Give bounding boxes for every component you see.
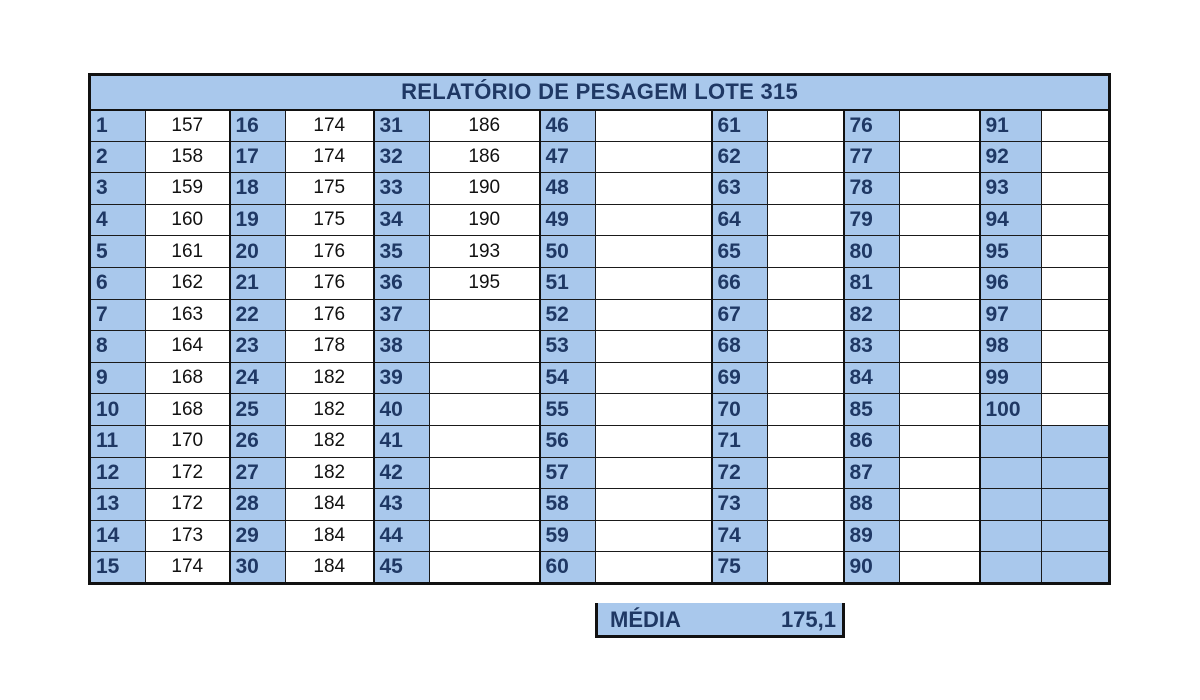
weight-cell: 178 (286, 331, 374, 363)
weight-cell: 186 (430, 110, 540, 142)
weight-cell: 174 (286, 141, 374, 173)
weight-cell: 161 (146, 236, 230, 268)
table-row (90, 489, 1110, 521)
item-number-cell: 48 (540, 173, 596, 205)
item-number-cell: 38 (374, 331, 430, 363)
item-number-cell: 87 (844, 457, 900, 489)
item-number-cell: 78 (844, 173, 900, 205)
weight-cell: 182 (286, 362, 374, 394)
weight-cell (900, 425, 980, 457)
weight-cell (900, 362, 980, 394)
item-number-cell: 50 (540, 236, 596, 268)
weight-cell (900, 267, 980, 299)
weight-cell: 184 (286, 489, 374, 521)
weight-cell (1042, 267, 1110, 299)
item-number-cell: 5 (90, 236, 146, 268)
weight-cell (768, 552, 844, 584)
item-number-cell: 35 (374, 236, 430, 268)
item-number-cell: 6 (90, 267, 146, 299)
weight-cell (1042, 299, 1110, 331)
item-number-cell: 95 (980, 236, 1042, 268)
weight-cell (596, 236, 712, 268)
item-number-cell: 11 (90, 425, 146, 457)
item-number-cell: 2 (90, 141, 146, 173)
weight-cell (768, 173, 844, 205)
table-row (90, 204, 1110, 236)
item-number-cell: 12 (90, 457, 146, 489)
weight-cell (596, 267, 712, 299)
table-row (90, 267, 1110, 299)
item-number-cell: 67 (712, 299, 768, 331)
table-row (90, 425, 1110, 457)
weight-cell (430, 394, 540, 426)
item-number-cell: 90 (844, 552, 900, 584)
weight-cell (596, 141, 712, 173)
table-row (90, 394, 1110, 426)
item-number-cell: 64 (712, 204, 768, 236)
table-row (90, 520, 1110, 552)
weight-cell (900, 489, 980, 521)
weight-cell: 184 (286, 520, 374, 552)
average-label: MÉDIA (610, 607, 681, 632)
table-row (90, 552, 1110, 584)
weight-cell (1042, 236, 1110, 268)
item-number-cell: 60 (540, 552, 596, 584)
item-number-cell: 49 (540, 204, 596, 236)
item-number-cell: 26 (230, 425, 286, 457)
item-number-cell: 45 (374, 552, 430, 584)
weight-cell (768, 489, 844, 521)
item-number-cell: 17 (230, 141, 286, 173)
weight-cell (596, 331, 712, 363)
item-number-cell: 69 (712, 362, 768, 394)
item-number-cell: 20 (230, 236, 286, 268)
item-number-cell: 9 (90, 362, 146, 394)
weight-cell (596, 425, 712, 457)
weight-cell: 175 (286, 173, 374, 205)
weight-cell (900, 110, 980, 142)
item-number-cell: 61 (712, 110, 768, 142)
item-number-cell: 14 (90, 520, 146, 552)
item-number-cell: 1 (90, 110, 146, 142)
weight-cell (900, 457, 980, 489)
weight-cell: 172 (146, 457, 230, 489)
item-number-cell: 53 (540, 331, 596, 363)
item-number-cell: 44 (374, 520, 430, 552)
item-number-cell: 4 (90, 204, 146, 236)
item-number-cell: 33 (374, 173, 430, 205)
weight-cell: 182 (286, 425, 374, 457)
item-number-cell: 42 (374, 457, 430, 489)
weight-cell: 193 (430, 236, 540, 268)
item-number-cell: 68 (712, 331, 768, 363)
weight-cell (430, 552, 540, 584)
weight-cell (430, 520, 540, 552)
item-number-cell: 22 (230, 299, 286, 331)
item-number-cell: 56 (540, 425, 596, 457)
item-number-cell: 72 (712, 457, 768, 489)
weight-cell: 172 (146, 489, 230, 521)
item-number-cell: 91 (980, 110, 1042, 142)
item-number-cell: 73 (712, 489, 768, 521)
item-number-cell: 62 (712, 141, 768, 173)
table-row (90, 457, 1110, 489)
item-number-cell: 58 (540, 489, 596, 521)
weight-cell (1042, 141, 1110, 173)
item-number-cell: 98 (980, 331, 1042, 363)
item-number-cell: 27 (230, 457, 286, 489)
weight-cell: 184 (286, 552, 374, 584)
weight-cell: 174 (286, 110, 374, 142)
item-number-cell: 46 (540, 110, 596, 142)
weight-cell: 190 (430, 173, 540, 205)
item-number-cell: 81 (844, 267, 900, 299)
item-number-cell: 83 (844, 331, 900, 363)
weight-cell (900, 552, 980, 584)
weight-cell (596, 299, 712, 331)
weight-cell (596, 552, 712, 584)
item-number-cell: 25 (230, 394, 286, 426)
weight-cell (900, 331, 980, 363)
weight-cell (430, 425, 540, 457)
weight-cell: 157 (146, 110, 230, 142)
item-number-cell: 71 (712, 425, 768, 457)
item-number-cell: 18 (230, 173, 286, 205)
weight-cell (768, 299, 844, 331)
item-number-cell: 65 (712, 236, 768, 268)
item-number-cell: 30 (230, 552, 286, 584)
weight-cell (900, 204, 980, 236)
weight-cell: 158 (146, 141, 230, 173)
weight-cell (768, 236, 844, 268)
weight-cell (1042, 457, 1110, 489)
weight-cell (768, 362, 844, 394)
item-number-cell: 29 (230, 520, 286, 552)
weight-cell (768, 204, 844, 236)
table-row (90, 236, 1110, 268)
weight-cell (1042, 110, 1110, 142)
item-number-cell: 80 (844, 236, 900, 268)
weight-cell (1042, 331, 1110, 363)
item-number-cell (980, 520, 1042, 552)
table-row (90, 173, 1110, 205)
item-number-cell: 94 (980, 204, 1042, 236)
item-number-cell: 93 (980, 173, 1042, 205)
item-number-cell: 96 (980, 267, 1042, 299)
item-number-cell: 99 (980, 362, 1042, 394)
weight-cell: 182 (286, 457, 374, 489)
weight-cell: 176 (286, 236, 374, 268)
item-number-cell: 82 (844, 299, 900, 331)
table-row (90, 299, 1110, 331)
item-number-cell: 100 (980, 394, 1042, 426)
weight-cell (900, 236, 980, 268)
weight-cell (900, 299, 980, 331)
weight-cell: 176 (286, 299, 374, 331)
weight-cell (1042, 489, 1110, 521)
table-row (90, 110, 1110, 142)
item-number-cell: 70 (712, 394, 768, 426)
table-row (90, 141, 1110, 173)
item-number-cell: 13 (90, 489, 146, 521)
item-number-cell: 23 (230, 331, 286, 363)
weight-cell (900, 394, 980, 426)
item-number-cell: 79 (844, 204, 900, 236)
item-number-cell: 52 (540, 299, 596, 331)
item-number-cell: 36 (374, 267, 430, 299)
weight-cell (596, 173, 712, 205)
weight-cell (596, 457, 712, 489)
item-number-cell: 39 (374, 362, 430, 394)
weight-cell (596, 204, 712, 236)
weight-cell (1042, 425, 1110, 457)
weight-cell: 164 (146, 331, 230, 363)
weight-cell (768, 457, 844, 489)
item-number-cell: 77 (844, 141, 900, 173)
item-number-cell: 24 (230, 362, 286, 394)
item-number-cell: 75 (712, 552, 768, 584)
weight-cell: 170 (146, 425, 230, 457)
item-number-cell: 55 (540, 394, 596, 426)
weight-cell (1042, 552, 1110, 584)
weight-cell (900, 520, 980, 552)
weight-cell (1042, 173, 1110, 205)
weight-cell: 190 (430, 204, 540, 236)
weight-cell (1042, 362, 1110, 394)
item-number-cell: 31 (374, 110, 430, 142)
item-number-cell: 32 (374, 141, 430, 173)
weight-cell (1042, 520, 1110, 552)
item-number-cell: 74 (712, 520, 768, 552)
weight-cell (900, 173, 980, 205)
item-number-cell: 10 (90, 394, 146, 426)
weight-cell (900, 141, 980, 173)
item-number-cell: 16 (230, 110, 286, 142)
weighing-report-table (88, 73, 1111, 585)
weight-cell: 163 (146, 299, 230, 331)
item-number-cell: 86 (844, 425, 900, 457)
weight-cell: 173 (146, 520, 230, 552)
weight-cell (1042, 204, 1110, 236)
weight-cell (768, 141, 844, 173)
table-row (90, 362, 1110, 394)
item-number-cell: 7 (90, 299, 146, 331)
weight-cell: 186 (430, 141, 540, 173)
weight-cell (430, 331, 540, 363)
weight-cell (768, 110, 844, 142)
item-number-cell: 28 (230, 489, 286, 521)
weight-cell: 168 (146, 362, 230, 394)
weight-cell (430, 457, 540, 489)
weight-cell: 168 (146, 394, 230, 426)
item-number-cell: 3 (90, 173, 146, 205)
item-number-cell: 57 (540, 457, 596, 489)
weight-cell: 175 (286, 204, 374, 236)
item-number-cell: 63 (712, 173, 768, 205)
weight-cell (596, 394, 712, 426)
item-number-cell: 66 (712, 267, 768, 299)
title-row (90, 75, 1110, 110)
weight-cell: 174 (146, 552, 230, 584)
average-box (595, 603, 845, 638)
weight-cell (430, 299, 540, 331)
weight-cell: 159 (146, 173, 230, 205)
weight-cell: 162 (146, 267, 230, 299)
weight-cell (768, 331, 844, 363)
weight-cell (430, 362, 540, 394)
item-number-cell (980, 425, 1042, 457)
item-number-cell: 8 (90, 331, 146, 363)
weight-cell (768, 394, 844, 426)
item-number-cell: 37 (374, 299, 430, 331)
item-number-cell: 59 (540, 520, 596, 552)
average-value: 175,1 (780, 607, 836, 632)
weight-cell (768, 267, 844, 299)
weight-cell (1042, 394, 1110, 426)
item-number-cell: 43 (374, 489, 430, 521)
item-number-cell: 40 (374, 394, 430, 426)
weight-cell (596, 110, 712, 142)
weight-cell: 182 (286, 394, 374, 426)
item-number-cell (980, 489, 1042, 521)
weight-cell (430, 489, 540, 521)
item-number-cell: 89 (844, 520, 900, 552)
item-number-cell: 84 (844, 362, 900, 394)
item-number-cell: 21 (230, 267, 286, 299)
weight-cell (596, 489, 712, 521)
item-number-cell: 54 (540, 362, 596, 394)
weight-cell: 195 (430, 267, 540, 299)
item-number-cell: 41 (374, 425, 430, 457)
item-number-cell (980, 552, 1042, 584)
weight-cell (596, 520, 712, 552)
report-title: RELATÓRIO DE PESAGEM LOTE 315 (90, 75, 1110, 110)
weight-cell (768, 520, 844, 552)
weight-cell: 160 (146, 204, 230, 236)
item-number-cell: 19 (230, 204, 286, 236)
item-number-cell: 34 (374, 204, 430, 236)
item-number-cell: 47 (540, 141, 596, 173)
item-number-cell: 97 (980, 299, 1042, 331)
item-number-cell: 15 (90, 552, 146, 584)
item-number-cell: 88 (844, 489, 900, 521)
item-number-cell: 85 (844, 394, 900, 426)
table-row (90, 331, 1110, 363)
weight-cell (768, 425, 844, 457)
item-number-cell: 76 (844, 110, 900, 142)
item-number-cell (980, 457, 1042, 489)
item-number-cell: 51 (540, 267, 596, 299)
weight-cell (596, 362, 712, 394)
weight-cell: 176 (286, 267, 374, 299)
item-number-cell: 92 (980, 141, 1042, 173)
